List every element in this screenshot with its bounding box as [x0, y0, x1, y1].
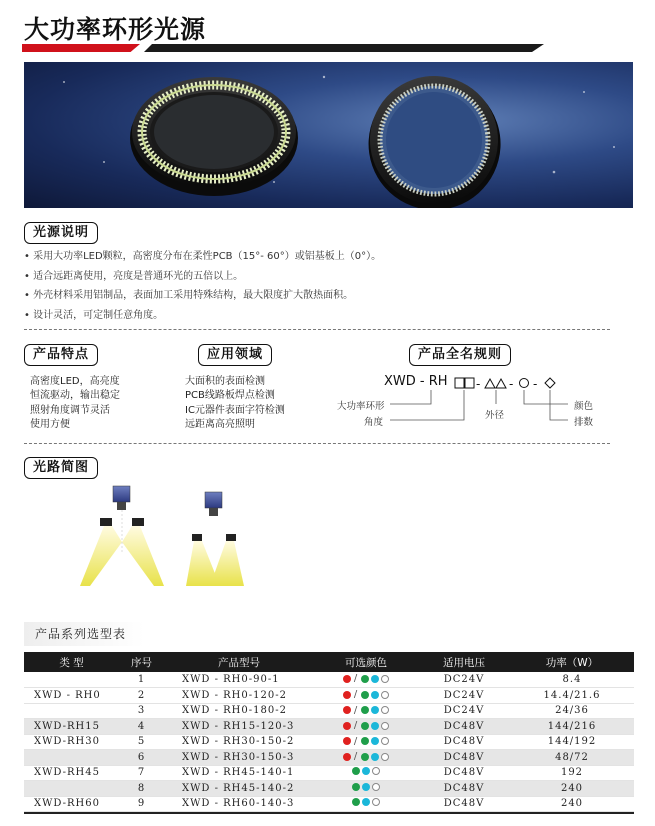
list-item: 恒流驱动，输出稳定	[30, 390, 120, 402]
svg-text:-: -	[509, 377, 514, 391]
table-row	[24, 734, 634, 750]
naming-label-shape: 大功率环形	[337, 401, 385, 412]
cell-seq: 3	[119, 703, 164, 719]
table-row	[24, 703, 634, 719]
col-header-power: 功率（W）	[510, 652, 634, 672]
color-swatches	[343, 736, 389, 747]
cell-voltage: DC24V	[418, 672, 510, 688]
cell-type	[24, 672, 119, 688]
features-list	[30, 375, 120, 433]
optical-setup-two	[186, 492, 244, 586]
cell-voltage: DC48V	[418, 781, 510, 797]
green-dot-icon	[361, 691, 369, 699]
cell-model: XWD - RH60-140-3	[164, 796, 314, 812]
cell-type: XWD - RH0	[24, 688, 119, 704]
cell-power: 14.4/21.6	[510, 688, 634, 704]
table-row	[24, 750, 634, 766]
cell-colors	[314, 719, 418, 735]
green-dot-icon	[352, 783, 360, 791]
green-dot-icon	[361, 675, 369, 683]
naming-label-angle: 角度	[364, 417, 384, 428]
cell-voltage: DC24V	[418, 688, 510, 704]
white-ring-icon	[372, 767, 380, 775]
list-item: 远距离高亮照明	[185, 419, 255, 431]
cell-colors	[314, 796, 418, 812]
section-tag-optics: 光路简图	[24, 457, 98, 479]
list-item: • 采用大功率LED颗粒，高密度分布在柔性PCB（15°- 60°）或铝基板上（0°）。	[24, 250, 381, 270]
white-ring-icon	[381, 722, 389, 730]
cell-seq: 6	[119, 750, 164, 766]
divider	[24, 329, 610, 330]
list-item: 照射角度调节灵活	[30, 404, 110, 416]
table-row	[24, 672, 634, 688]
divider	[24, 443, 610, 444]
naming-prefix: XWD - RH	[384, 374, 448, 389]
white-ring-icon	[372, 783, 380, 791]
cell-model: XWD - RH0-90-1	[164, 672, 314, 688]
blue-dot-icon	[371, 737, 379, 745]
list-item: 高密度LED，高亮度	[30, 376, 120, 387]
table-row	[24, 719, 634, 735]
table-row	[24, 781, 634, 797]
red-dot-icon	[343, 753, 351, 761]
blue-dot-icon	[371, 675, 379, 683]
cell-voltage: DC48V	[418, 719, 510, 735]
separator-slash: /	[353, 673, 359, 685]
title-underline-red	[22, 44, 140, 52]
col-header-colors: 可选颜色	[314, 652, 418, 672]
cell-model: XWD - RH30-150-3	[164, 750, 314, 766]
cell-voltage: DC48V	[418, 750, 510, 766]
separator-slash: /	[353, 735, 359, 747]
cell-colors	[314, 750, 418, 766]
cell-colors	[314, 734, 418, 750]
cell-seq: 9	[119, 796, 164, 812]
col-header-voltage: 适用电压	[418, 652, 510, 672]
blue-dot-icon	[371, 722, 379, 730]
table-bottom-rule	[24, 812, 634, 814]
col-header-type: 类 型	[24, 652, 119, 672]
cell-type: XWD-RH15	[24, 719, 119, 735]
ring-light-side	[360, 67, 509, 208]
separator-slash: /	[353, 720, 359, 731]
ring-lights-illustration	[24, 62, 633, 208]
blue-dot-icon	[362, 767, 370, 775]
table-header-row	[24, 652, 634, 672]
table-row	[24, 765, 634, 781]
blue-dot-icon	[362, 783, 370, 791]
white-ring-icon	[381, 737, 389, 745]
cell-colors	[314, 688, 418, 704]
cell-colors	[314, 672, 418, 688]
blue-dot-icon	[362, 798, 370, 806]
list-item: 大面积的表面检测	[185, 376, 265, 387]
white-ring-icon	[372, 798, 380, 806]
separator-slash: /	[353, 751, 359, 762]
list-item: • 外壳材料采用铝制品，表面加工采用特殊结构，最大限度扩大散热面积。	[24, 289, 381, 309]
cell-type	[24, 750, 119, 766]
naming-label-diameter: 外径	[485, 410, 505, 421]
cell-seq: 8	[119, 781, 164, 797]
green-dot-icon	[361, 722, 369, 730]
cell-model: XWD - RH45-140-1	[164, 765, 314, 781]
white-ring-icon	[381, 753, 389, 761]
list-item: PCB线路板焊点检测	[185, 390, 275, 402]
cell-power: 240	[510, 796, 634, 812]
cell-voltage: DC48V	[418, 796, 510, 812]
col-header-seq: 序号	[119, 652, 164, 672]
color-swatches	[352, 783, 380, 791]
title-underline-black	[144, 44, 544, 52]
svg-text:-: -	[533, 377, 538, 391]
optical-path-diagram	[80, 482, 250, 592]
cell-model: XWD - RH15-120-3	[164, 719, 314, 735]
separator-slash: /	[353, 689, 359, 700]
green-dot-icon	[361, 737, 369, 745]
list-item: IC元器件表面字符检测	[185, 404, 285, 416]
svg-text:-: -	[476, 377, 481, 391]
naming-label-color: 颜色	[574, 401, 594, 412]
cell-seq: 2	[119, 688, 164, 704]
list-item: 使用方便	[30, 419, 70, 431]
cell-power: 24/36	[510, 703, 634, 719]
cell-model: XWD - RH30-150-2	[164, 734, 314, 750]
col-header-model: 产品型号	[164, 652, 314, 672]
color-swatches	[343, 705, 389, 716]
cell-type	[24, 781, 119, 797]
red-dot-icon	[343, 675, 351, 683]
color-swatches	[343, 751, 389, 762]
red-dot-icon	[343, 722, 351, 730]
blue-dot-icon	[371, 706, 379, 714]
cell-model: XWD - RH45-140-2	[164, 781, 314, 797]
cell-colors	[314, 703, 418, 719]
naming-label-rows: 排数	[574, 417, 594, 428]
cell-power: 48/72	[510, 750, 634, 766]
white-ring-icon	[381, 691, 389, 699]
cell-seq: 1	[119, 672, 164, 688]
cell-model: XWD - RH0-180-2	[164, 703, 314, 719]
blue-dot-icon	[371, 691, 379, 699]
cell-voltage: DC48V	[418, 765, 510, 781]
optical-setup-one	[80, 486, 164, 586]
applications-list	[185, 375, 285, 433]
color-swatches	[343, 720, 389, 731]
red-dot-icon	[343, 737, 351, 745]
separator-slash: /	[353, 704, 359, 716]
green-dot-icon	[361, 753, 369, 761]
green-dot-icon	[352, 798, 360, 806]
color-swatches	[352, 767, 380, 775]
section-tag-description: 光源说明	[24, 222, 98, 244]
description-list	[24, 250, 381, 328]
white-ring-icon	[381, 675, 389, 683]
color-swatches	[343, 689, 389, 700]
cell-power: 8.4	[510, 672, 634, 688]
cell-seq: 4	[119, 719, 164, 735]
table-row	[24, 796, 634, 812]
cell-power: 240	[510, 781, 634, 797]
green-dot-icon	[361, 706, 369, 714]
cell-type	[24, 703, 119, 719]
color-swatches	[352, 798, 380, 806]
cell-voltage: DC48V	[418, 734, 510, 750]
cell-type: XWD-RH30	[24, 734, 119, 750]
cell-model: XWD - RH0-120-2	[164, 688, 314, 704]
white-ring-icon	[381, 706, 389, 714]
table-title: 产品系列选型表	[24, 622, 144, 646]
blue-dot-icon	[371, 753, 379, 761]
list-item: • 适合远距离使用，亮度是普通环光的五倍以上。	[24, 270, 381, 290]
cell-type: XWD-RH45	[24, 765, 119, 781]
color-swatches	[343, 673, 389, 684]
cell-seq: 7	[119, 765, 164, 781]
section-tag-naming: 产品全名规则	[409, 344, 511, 366]
cell-power: 144/216	[510, 719, 634, 735]
cell-power: 144/192	[510, 734, 634, 750]
product-spec-table	[24, 652, 634, 812]
cell-power: 192	[510, 765, 634, 781]
table-row	[24, 688, 634, 704]
section-tag-applications: 应用领域	[198, 344, 272, 366]
list-item: • 设计灵活，可定制任意角度。	[24, 309, 381, 329]
section-tag-features: 产品特点	[24, 344, 98, 366]
cell-colors	[314, 765, 418, 781]
cell-colors	[314, 781, 418, 797]
product-banner-image	[24, 62, 633, 208]
green-dot-icon	[352, 767, 360, 775]
cell-seq: 5	[119, 734, 164, 750]
title-underline	[22, 44, 634, 52]
cell-type: XWD-RH60	[24, 796, 119, 812]
ring-light-front	[130, 77, 298, 196]
page-title: 大功率环形光源	[24, 15, 207, 44]
cell-voltage: DC24V	[418, 703, 510, 719]
red-dot-icon	[343, 706, 351, 714]
red-dot-icon	[343, 691, 351, 699]
